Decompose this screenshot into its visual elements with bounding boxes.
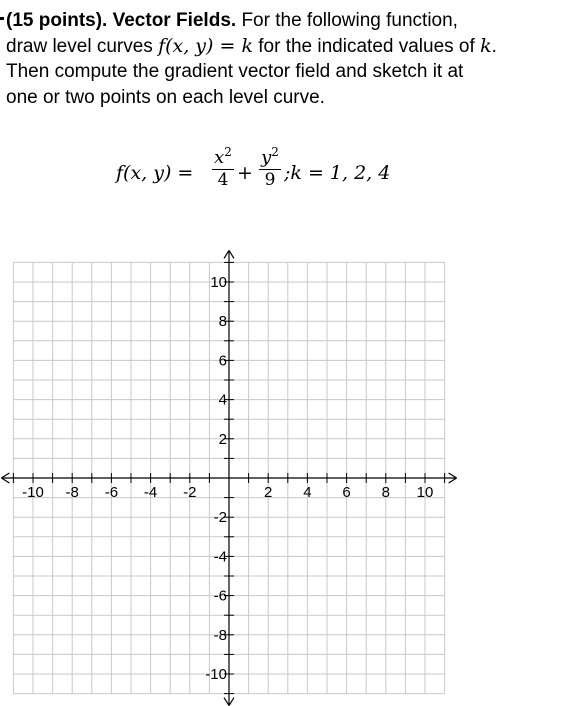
- problem-line3: Then compute the gradient vector field and sketch it at: [6, 61, 464, 82]
- frac2-numerator: y: [261, 147, 272, 168]
- x-tick-label: 8: [381, 484, 390, 501]
- k-variable: k: [480, 34, 492, 57]
- y-tick-label: 6: [218, 352, 227, 370]
- problem-line2-end: .: [491, 35, 497, 57]
- problem-line2-mid: for the indicated values of: [258, 35, 475, 57]
- x-tick-label: 10: [416, 484, 434, 501]
- y-tick-label: -8: [213, 626, 227, 644]
- level-curve-expression: f(x, y) = k: [158, 34, 253, 57]
- x-tick-label: -2: [183, 484, 197, 501]
- k-values: ;k = 1, 2, 4: [284, 162, 391, 184]
- x-tick-label: 6: [342, 484, 351, 501]
- problem-line1-text: For the following function,: [241, 10, 458, 31]
- problem-line4: one or two points on each level curve.: [6, 86, 325, 108]
- x-tick-label: -8: [65, 484, 79, 501]
- x-tick-label: 4: [303, 484, 312, 501]
- frac1-exponent: 2: [224, 145, 232, 159]
- x-tick-label: -10: [22, 484, 44, 501]
- problem-heading: (15 points). Vector Fields.: [6, 10, 237, 31]
- x-tick-label: 2: [264, 484, 273, 501]
- y-tick-label: -6: [213, 587, 227, 605]
- frac2-denominator: 9: [264, 170, 276, 190]
- y-tick-label: 2: [218, 430, 227, 448]
- formula-lhs: f(x, y) =: [116, 162, 194, 184]
- frac1-numerator: x: [214, 147, 225, 168]
- frac2-exponent: 2: [271, 145, 279, 159]
- frac1-denominator: 4: [217, 170, 229, 190]
- plus-sign: +: [237, 162, 253, 184]
- problem-line2-pre: draw level curves: [6, 35, 153, 57]
- y-tick-label: -2: [213, 509, 227, 527]
- y-tick-label: 8: [218, 313, 227, 331]
- x-tick-labels: [22, 484, 433, 501]
- axes: [1, 250, 456, 705]
- y-tick-label: -10: [205, 666, 227, 683]
- y-tick-label: 10: [210, 274, 227, 291]
- x-tick-label: -4: [143, 484, 158, 501]
- y-tick-label: -4: [213, 548, 227, 566]
- y-tick-label: 4: [218, 391, 227, 409]
- x-tick-label: -6: [104, 484, 119, 501]
